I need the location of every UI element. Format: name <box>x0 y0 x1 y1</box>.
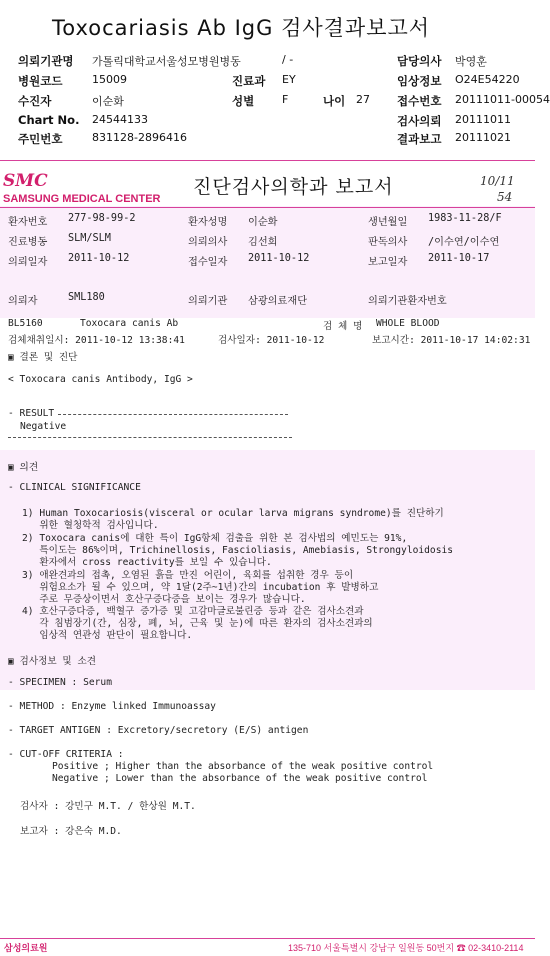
top-header-label: 접수번호 <box>397 94 442 108</box>
result-value: Negative <box>20 421 67 432</box>
opinion-heading: ▣ 의견 <box>8 462 39 473</box>
info-section-heading: ▣ 검사정보 및 소견 <box>8 656 96 667</box>
top-header-value: / - <box>282 53 294 66</box>
clinical-line: 주로 무증상이면서 호산구증다증을 보이는 경우가 많습니다. <box>22 594 306 605</box>
info-label: 의뢰의사 <box>188 237 228 248</box>
clinical-line: 4) 호산구증다증, 백혈구 증가증 및 고감마글로불린증 등과 같은 검사소견과 <box>22 606 364 617</box>
info-label: 의뢰자 <box>8 296 38 307</box>
clinical-line: 임상적 연관성 판단이 필요합니다. <box>22 630 193 641</box>
top-header-value: 20111021 <box>455 131 511 144</box>
info-value: 277-98-99-2 <box>68 213 136 224</box>
specimen-label: 검 체 명 <box>323 321 363 332</box>
info-label: 의뢰기관환자번호 <box>368 296 447 307</box>
method-line: - METHOD : Enzyme linked Immunoassay <box>8 701 216 712</box>
footer-address: 135-710 서울특별시 강남구 일원동 50번지 ☎ 02-3410-2114 <box>288 943 524 953</box>
info-label: 생년월일 <box>368 217 408 228</box>
info-value: /이수연/이수연 <box>428 237 500 248</box>
top-header-label: 병원코드 <box>18 74 63 88</box>
clinical-heading: - CLINICAL SIGNIFICANCE <box>8 482 141 493</box>
divider-report <box>0 207 535 208</box>
top-header-label: 수진자 <box>18 94 52 108</box>
clinical-line: 위험요소가 될 수 있으며, 약 1달(2주~1년)간의 incubation 후 발병하고 <box>22 582 379 593</box>
top-header-value: 이순화 <box>92 95 124 108</box>
info-label: 진료병동 <box>8 237 48 248</box>
info-value: 2011-10-12 <box>248 253 310 264</box>
result-section-heading: ▣ 결론 및 진단 <box>8 352 78 363</box>
collect-time: 검체채취일시: 2011-10-12 13:38:41 <box>8 335 185 346</box>
top-header-value: 20111011 <box>455 113 511 126</box>
test-date: 검사일자: 2011-10-12 <box>218 335 325 346</box>
top-header-label: 주민번호 <box>18 132 63 146</box>
antibody-line: < Toxocara canis Antibody, IgG > <box>8 374 193 385</box>
info-value: 2011-10-17 <box>428 253 490 264</box>
test-name: Toxocara canis Ab <box>80 318 179 329</box>
info-value: 이순화 <box>248 217 278 228</box>
top-header-value: 15009 <box>92 73 127 86</box>
clinical-line: 위한 혈청학적 검사입니다. <box>22 520 159 531</box>
info-label: 의뢰기관 <box>188 296 228 307</box>
info-label: 판독의사 <box>368 237 408 248</box>
cutoff-heading: - CUT-OFF CRITERIA : <box>8 749 124 760</box>
reporter-line: 보고자 : 강은숙 M.D. <box>20 826 122 837</box>
top-header-value: 가톨릭대학교서울성모병원병동 <box>92 55 241 68</box>
clinical-line: 각 침범장기(간, 심장, 폐, 뇌, 근육 및 눈)에 따른 환자의 검사소견과의 <box>22 618 373 629</box>
top-header-label: 임상정보 <box>397 74 442 88</box>
top-header-value: F <box>282 93 289 106</box>
top-header-value: 24544133 <box>92 113 148 126</box>
top-header-label: 의뢰기관명 <box>18 54 74 68</box>
footer-org: 삼성의료원 <box>4 943 48 953</box>
report-time: 보고시간: 2011-10-17 14:02:31 <box>372 335 531 346</box>
handwritten-number: 54 <box>497 190 513 204</box>
clinical-line: 환자에서 cross reactivity를 보일 수 있습니다. <box>22 557 272 568</box>
top-header-value: 20111011-00054 <box>455 93 550 106</box>
top-header-value: 831128-2896416 <box>92 131 187 144</box>
top-header-value: 박영훈 <box>455 55 487 68</box>
info-value: 1983-11-28/F <box>428 213 502 224</box>
top-header-label: 검사의뢰 <box>397 114 442 128</box>
result-label: - RESULT <box>8 408 55 419</box>
handwritten-date: 10/11 <box>480 174 515 188</box>
specimen-line: - SPECIMEN : Serum <box>8 677 112 688</box>
center-name: SAMSUNG MEDICAL CENTER <box>3 193 161 205</box>
top-header-value: EY <box>282 73 296 86</box>
divider-footer <box>0 938 535 939</box>
test-code: BL5160 <box>8 318 43 329</box>
tester-line: 검사자 : 강민구 M.T. / 한상원 M.T. <box>20 801 196 812</box>
clinical-line: 특이도는 86%이며, Trichinellosis, Fascioliasis, Amebiasis, Strongyloidosis <box>22 545 454 556</box>
top-header-label: 결과보고 <box>397 132 442 146</box>
top-header-label: 담당의사 <box>397 54 442 68</box>
divider-top <box>0 160 535 161</box>
report-title: 진단검사의학과 보고서 <box>193 176 394 198</box>
info-label: 접수일자 <box>188 257 228 268</box>
clinical-line: 2) Toxocara canis에 대한 특이 IgG항체 검출을 위한 본 검사법의 예민도는 91%, <box>22 533 408 544</box>
info-label: 의뢰일자 <box>8 257 48 268</box>
info-label: 환자번호 <box>8 217 48 228</box>
result-dash-bottom <box>8 437 292 438</box>
smc-logo: SMC <box>3 171 48 191</box>
result-dash <box>58 414 288 415</box>
info-value: 삼광의료재단 <box>248 296 308 307</box>
top-header-label: 성별 <box>232 94 255 108</box>
document-title: Toxocariasis Ab IgG 검사결과보고서 <box>52 16 431 40</box>
info-label: 환자성명 <box>188 217 228 228</box>
info-label: 보고일자 <box>368 257 408 268</box>
cutoff-negative: Negative ; Lower than the absorbance of the weak positive control <box>52 773 428 784</box>
clinical-line: 3) 애완견과의 접촉, 오염된 흙을 만진 어린이, 육회를 섭취한 경우 등이 <box>22 570 354 581</box>
top-header-label: 진료과 <box>232 74 266 88</box>
antigen-line: - TARGET ANTIGEN : Excretory/secretory (E/S) antigen <box>8 725 309 736</box>
clinical-line: 1) Human Toxocariosis(visceral or ocular larva migrans syndrome)를 진단하기 <box>22 508 444 519</box>
info-value: SML180 <box>68 292 105 303</box>
top-header-value: 27 <box>356 93 370 106</box>
info-value: 2011-10-12 <box>68 253 130 264</box>
top-header-value: O24E54220 <box>455 73 520 86</box>
info-value: 김선희 <box>248 237 278 248</box>
cutoff-positive: Positive ; Higher than the absorbance of the weak positive control <box>52 761 434 772</box>
top-header-label: 나이 <box>323 94 346 108</box>
top-header-label: Chart No. <box>18 113 80 127</box>
info-value: SLM/SLM <box>68 233 111 244</box>
specimen-value: WHOLE BLOOD <box>376 318 440 329</box>
